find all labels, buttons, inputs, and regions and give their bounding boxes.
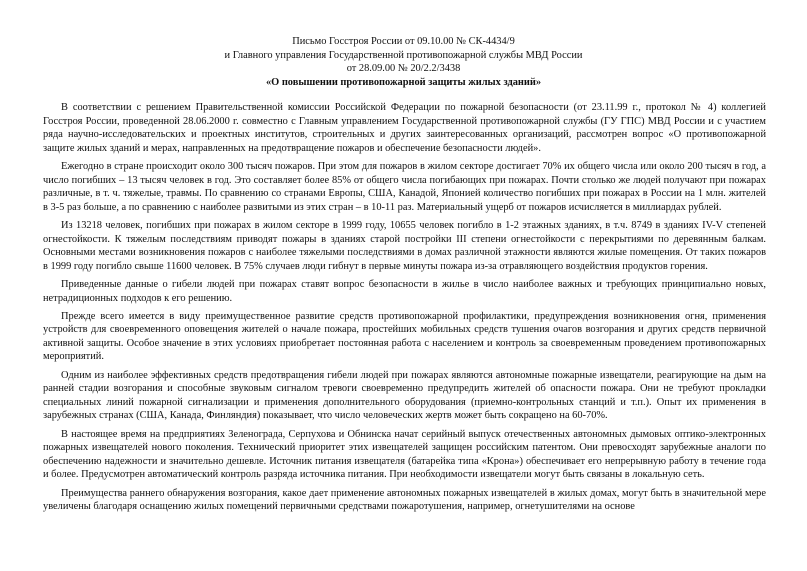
paragraph-8: Преимущества раннего обнаружения возгорания, какое дает применение автономных пожарных извещателей в жилых домах, могут быть в значительной мере увеличены благодаря оснащению жилых помещений первичными средствами пожаротушения, например, огнетушителями на основе: [43, 487, 766, 513]
header-line-3: от 28.09.00 № 20/2.2/3438: [346, 63, 461, 75]
document-title: «О повышении противопожарной защиты жилых зданий»: [265, 76, 542, 88]
header-line-1: Письмо Госстроя России от 09.10.00 № СК-4434/9: [292, 36, 515, 47]
paragraph-3: Из 13218 человек, погибших при пожарах в жилом секторе в 1999 году, 10655 человек погибло в 1-2 этажных зданиях, в т.ч. 8749 в зданиях IV-V степеней огнестойкости. К тяжелым последствиям приводят пожары в зданиях старой постройки III степени огнестойкости с перекрытиями по деревянным балкам. Основными местами возникновения пожаров с наиболее тяжелыми последствиями в домах различной этажности являются жилые помещения. От таких пожаров в 1999 году погибло свыше 11600 человек. В 75% случаев люди гибнут в первые минуты пожара из-за отравляющего воздействия продуктов горения.: [43, 219, 766, 272]
paragraph-7: В настоящее время на предприятиях Зеленограда, Серпухова и Обнинска начат серийный выпуск отечественных автономных дымовых оптико-электронных пожарных извещателей нового поколения. Технический приоритет этих извещателей защищен российским патентом. Они превосходят зарубежные аналоги по обеспечению надежности и значительно дешевле. Источник питания извещателя (батарейка типа «Крона») обеспечивает его непрерывную работу в течение года и более. Предусмотрен автоматический контроль разряда источника питания. При необходимости извещатели могут быть связаны в локальную сеть.: [43, 428, 766, 481]
paragraph-5: Прежде всего имеется в виду преимущественное развитие средств противопожарной профилактики, предупреждения возникновения огня, применения устройств для своевременного оповещения жителей о начале пожара, простейших мобильных средств тушения очагов возгорания и других средств первичной активной защиты. Особое значение в этих условиях приобретает постоянная работа с населением и контроль за своевременным проведением противопожарных мероприятий.: [43, 310, 766, 363]
header-line-2: и Главного управления Государственной противопожарной службы МВД России: [224, 49, 583, 61]
paragraph-2: Ежегодно в стране происходит около 300 тысяч пожаров. При этом для пожаров в жилом секторе достигает 70% их общего числа или около 200 тысяч в год, а число погибших – 13 тысяч человек в год. Это составляет более 85% от общего числа погибающих при пожарах. Почти столько же людей получают при пожарах различные, в т. ч. тяжелые, травмы. По сравнению со странами Европы, США, Канадой, Японией количество погибших при пожарах в России на 1 млн. жителей в 3-5 раз больше, а по сравнению с наиболее развитыми из этих стран – в 10-11 раз. Материальный ущерб от пожаров исчисляется в миллиардах рублей.: [43, 160, 766, 213]
document-body: [43, 101, 766, 518]
document-header: [0, 35, 807, 89]
paragraph-4: Приведенные данные о гибели людей при пожарах ставят вопрос безопасности в жилье в число наиболее важных и требующих принципиально новых, нетрадиционных подходов к его решению.: [43, 278, 766, 304]
paragraph-1: В соответствии с решением Правительственной комиссии Российской Федерации по пожарной безопасности (от 23.11.99 г., протокол № 4) коллегией Госстроя России, проведенной 28.06.2000 г. совместно с Главным управлением Государственной противопожарной службы (ГУ ГПС) МВД России и с участием ряда научно-исследовательских и проектных институтов, строительных и других заинтересованных организаций, рассмотрен вопрос «О противопожарной защите жилых зданий и мерах, направленных на предотвращение пожаров и обеспечение безопасности людей».: [43, 102, 766, 154]
paragraph-6: Одним из наиболее эффективных средств предотвращения гибели людей при пожарах являются автономные пожарные извещатели, реагирующие на дым на ранней стадии возгорания и способные звуковым сигналом тревоги своевременно предупредить жителей об опасности пожара. Они не требуют прокладки специальных линий пожарной сигнализации и применения дополнительного оборудования (приемно-контрольных станций и т.п.). Опыт их применения в зарубежных странах (США, Канада, Финляндия) показывает, что число человеческих жертв может быть сокращено на 60-70%.: [43, 369, 766, 422]
